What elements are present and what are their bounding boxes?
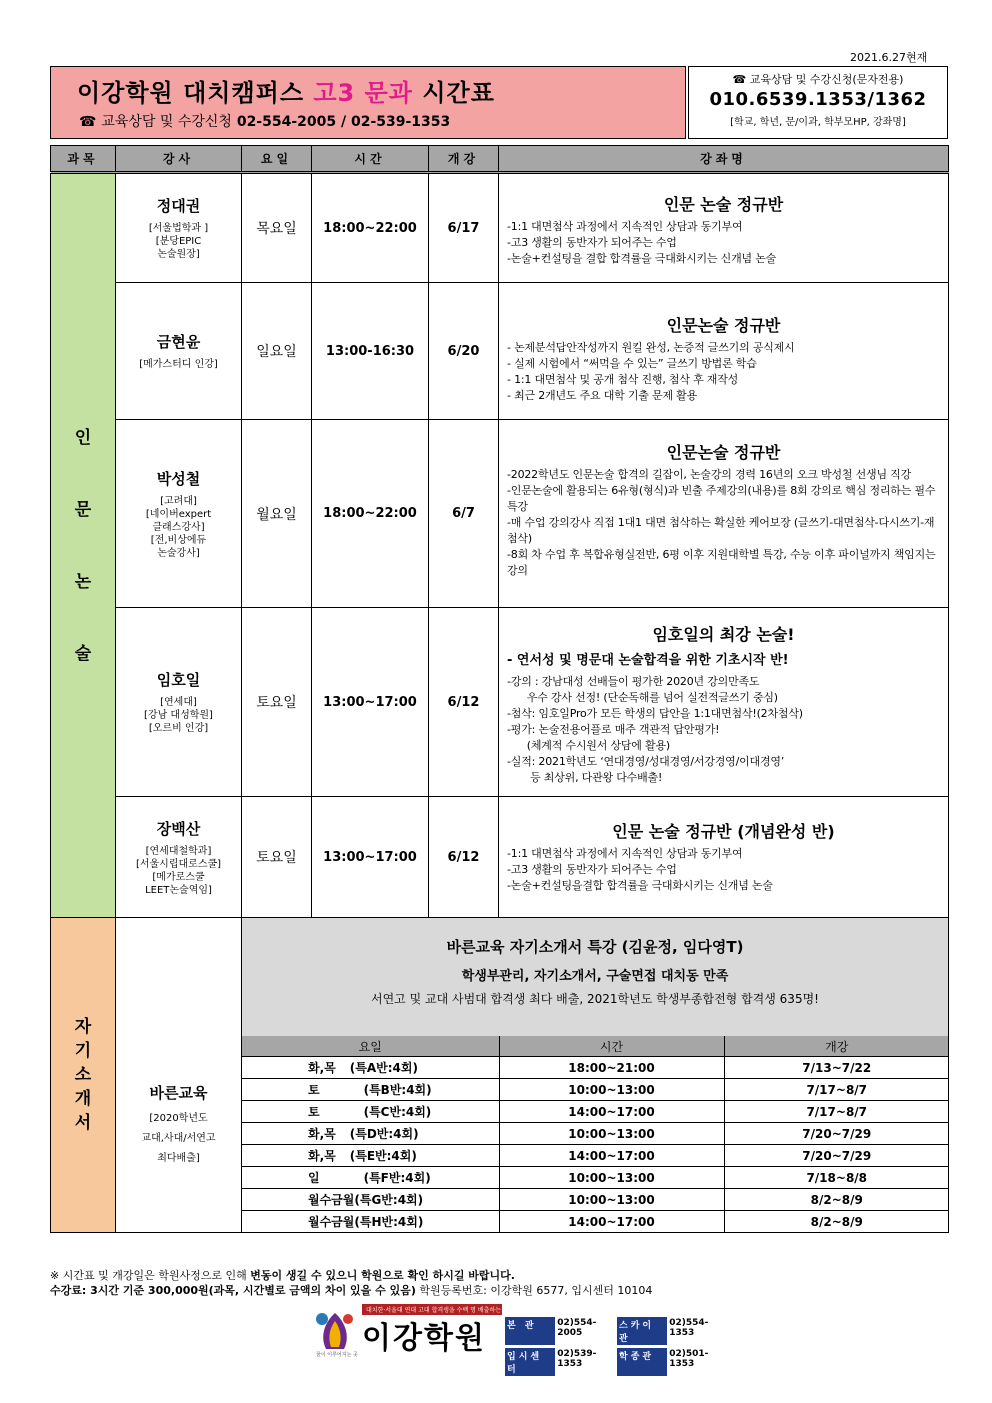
course-title: 인문논술 정규반 (666, 316, 781, 335)
time-cell: 18:00~22:00 (312, 173, 429, 283)
logo-small-text: 꿈이 이루어지는 곳 (316, 1352, 358, 1358)
teacher-name: 장백산 (156, 819, 201, 838)
title-box (50, 66, 686, 139)
day-cell: 월요일 (242, 420, 312, 608)
special-content (242, 918, 949, 1233)
start-cell: 6/12 (429, 608, 499, 797)
page-title: 이강학원 대치캠퍼스 고3 문과 시간표 (77, 79, 495, 107)
special-schedule (242, 1036, 949, 1232)
sms-box (688, 66, 948, 139)
teacher-cell: 바른교육 [2020학년도 교대,사대/서연고 최다배출] (116, 918, 242, 1233)
footer-notes (50, 1268, 652, 1298)
col-teacher: 강사 (116, 146, 242, 173)
teacher-cell: 금현윤 [메가스터디 인강] (116, 283, 242, 420)
course-cell: 인문논술 정규반 - 논제분석답안작성까지 원킬 완성, 논증적 글쓰기의 공식제시 - 실제 시험에서 “써먹을 수 있는” 글쓰기 방법론 학습 - 1:1 대면첨삭 및 공개 첨삭 진행, 첨삭 후 재작성 - 최근 2개년도 주요 대학 기출 문제 활용 (499, 283, 949, 420)
schedule-row: 월수금월(특G반:4회) 10:00~13:00 8/2~8/9 (242, 1189, 949, 1211)
day-cell: 토요일 (242, 608, 312, 797)
teacher-name: 정대권 (156, 197, 201, 215)
col-course: 강좌명 (499, 146, 949, 173)
phone-icon: ☎ (79, 114, 97, 130)
start-cell: 6/20 (429, 283, 499, 420)
schedule-row: 토 (특C반:4회) 14:00~17:00 7/17~8/7 (242, 1101, 949, 1123)
special-banner (242, 918, 948, 1036)
course-cell: 인문 논술 정규반 -1:1 대면첨삭 과정에서 지속적인 상담과 동기부여 -고3 생활의 동반자가 되어주는 수업 -논술+컨설팅을 결합 합격률을 극대화시키는 신개념 논술 (499, 173, 949, 283)
day-cell: 목요일 (242, 173, 312, 283)
phone-info (79, 111, 450, 131)
start-cell: 6/17 (429, 173, 499, 283)
course-title: 인문 논술 정규반 (663, 195, 784, 214)
special-subtitle: 학생부관리, 자기소개서, 구술면접 대치동 만족 (461, 969, 729, 984)
teacher-cell: 정대권 [서울법학과 ] [분당EPIC 논술원장] (116, 173, 242, 283)
academy-logo (312, 1305, 732, 1375)
schedule-row: 화,목 (특A반:4회) 18:00~21:00 7/13~7/22 (242, 1057, 949, 1079)
special-row (51, 918, 949, 1233)
note-line-2: 수강료: 3시간 기준 300,000원(과목, 시간별로 금액의 차이 있을 수 있음) 학원등록번호: 이강학원 6577, 입시센터 10104 (50, 1284, 653, 1297)
col-day: 요일 (242, 146, 312, 173)
col-time: 시간 (312, 146, 429, 173)
table-header (51, 146, 949, 173)
schedule-header: 요일 시간 개강 (242, 1036, 949, 1057)
phone-numbers: 02-554-2005 / 02-539-1353 (236, 114, 451, 130)
time-cell: 18:00~22:00 (312, 420, 429, 608)
logo-mark-icon (312, 1309, 358, 1353)
teacher-cell: 장백산 [연세대철학과] [서울시립대로스쿨] [메가로스쿨 LEET논술역임] (116, 797, 242, 918)
teacher-cell: 임호일 [연세대] [강남 대성학원] [오르비 인강] (116, 608, 242, 797)
course-cell: 인문 논술 정규반 (개념완성 반) -1:1 대면첨삭 과정에서 지속적인 상담과 동기부여 -고3 생활의 동반자가 되어주는 수업 -논술+컨설팅을결합 합격률을 극대화시키는 신개념 논술 (499, 797, 949, 918)
course-title: 인문논술 정규반 (666, 443, 781, 462)
teacher-cell: 박성철 [고려대] [네이버expert 클래스강사] [전,비상에듀 논술강사] (116, 420, 242, 608)
course-cell: 인문논술 정규반 -2022학년도 인문논술 합격의 길잡이, 논술강의 경력 16년의 오크 박성철 선생님 직강 -인문논술에 활용되는 6유형(형식)과 빈출 주제강의(내용)를 8회 강의로 핵심 정리하는 필수특강 -매 수업 강의강사 직접 1대1 대면 첨삭하는 확실한 케어보장 (글쓰기-대면첨삭-다시쓰기-재첨삭) -8회 차 수업 후 복합유형실전반, 6평 이후 지원대학별 특강, 수능 이후 파이널까지 책임지는 강의 (499, 420, 949, 608)
schedule-row: 화,목 (특E반:4회) 14:00~17:00 7/20~7/29 (242, 1145, 949, 1167)
teacher-name: 임호일 (156, 671, 201, 689)
table-row (51, 420, 949, 608)
logo-name: 이강학원 (362, 1321, 486, 1356)
special-line: 서연고 및 교대 사범대 합격생 최다 배출, 2021학년도 학생부종합전형 합격생 635명! (371, 992, 819, 1006)
sms-label: ☎ 교육상담 및 수강신청(문자전용) (732, 73, 904, 86)
table-row (51, 173, 949, 283)
subject-nonsul: 인 문 논 술 (51, 173, 116, 918)
start-cell: 6/7 (429, 420, 499, 608)
sms-number: 010.6539.1353/1362 (709, 89, 927, 110)
teacher-name: 박성철 (156, 469, 201, 488)
day-cell: 일요일 (242, 283, 312, 420)
course-subtitle: - 연서성 및 명문대 논술합격을 위한 기초시작 반! (507, 653, 789, 668)
course-cell: 임호일의 최강 논술! - 연서성 및 명문대 논술합격을 위한 기초시작 반! -강의 : 강남대성 선배들이 평가한 2020년 강의만족도 우수 강사 선정! (단순독해를 넘어 실전적글쓰기 중심) -첨삭: 임호일Pro가 모든 학생의 답안을 1:1대면첨삭!(2차첨삭) -평가: 논술전용어플로 매주 객관적 답안평가! (체계적 수시원서 상담에 활용) -실적: 2021학년도 ‘연대경영/성대경영/서강경영/이대경영’ 등 최상위, 다관왕 다수배출! (499, 608, 949, 797)
branch-phones: 본 관 02)554-2005 스카이관 02)554-1353 입시센터 02)539-1353 학종관 02)501-1353 (507, 1318, 709, 1375)
time-cell: 13:00-16:30 (312, 283, 429, 420)
subject-jasoseo: 자 기 소 개 서 (51, 918, 116, 1233)
time-cell: 13:00~17:00 (312, 797, 429, 918)
document-date: 2021.6.27현재 (850, 51, 928, 64)
teacher-name: 금현윤 (156, 333, 201, 351)
table-row (51, 283, 949, 420)
col-subject: 과목 (51, 146, 116, 173)
col-start: 개강 (429, 146, 499, 173)
schedule-row: 화,목 (특D반:4회) 10:00~13:00 7/20~7/29 (242, 1123, 949, 1145)
schedule-row: 토 (특B반:4회) 10:00~13:00 7/17~8/7 (242, 1079, 949, 1101)
timetable (50, 145, 949, 1233)
logo-slogan: 대치한·서울대 연대 고대 합격생을 수백 명 배출하는 (362, 1304, 502, 1315)
table-row (51, 797, 949, 918)
teacher-name: 바른교육 (149, 1083, 208, 1102)
day-cell: 토요일 (242, 797, 312, 918)
time-cell: 13:00~17:00 (312, 608, 429, 797)
table-row (51, 608, 949, 797)
course-title: 임호일의 최강 논술! (652, 625, 795, 644)
start-cell: 6/12 (429, 797, 499, 918)
schedule-row: 일 (특F반:4회) 10:00~13:00 7/18~8/8 (242, 1167, 949, 1189)
special-title: 바른교육 자기소개서 특강 (김윤정, 임다영T) (446, 938, 744, 956)
phone-label: 교육상담 및 수강신청 (101, 114, 232, 130)
schedule-row: 월수금월(특H반:4회) 14:00~17:00 8/2~8/9 (242, 1211, 949, 1233)
note-line-1: ※ 시간표 및 개강일은 학원사정으로 인해 변동이 생길 수 있으니 학원으로 확인 하시길 바랍니다. (50, 1269, 515, 1282)
course-title: 인문 논술 정규반 (개념완성 반) (612, 822, 835, 841)
sms-note: [학교, 학년, 문/이과, 학부모HP, 강좌명] (730, 117, 906, 128)
